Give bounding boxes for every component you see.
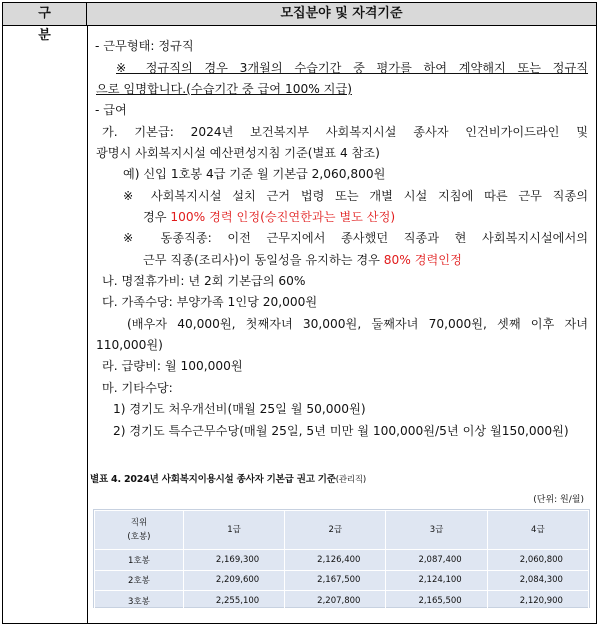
salary-table-header	[95, 511, 589, 550]
same-job-note-2	[143, 252, 462, 268]
appendix-title-suffix: (관리직)	[335, 475, 366, 485]
header-title: 모집분야 및 자격기준	[280, 6, 403, 21]
grade-header: 2급	[285, 511, 386, 550]
salary-cell: 2,126,400	[285, 550, 386, 571]
header-category: 구 분	[3, 3, 87, 25]
salary-cell: 2,167,500	[285, 570, 386, 591]
base-salary-1: 가. 기본급: 2024년 보건복지부 사회복지시설 종사자 인건비가이드라인 및	[102, 125, 588, 139]
family-allowance: 다. 가족수당: 부양가족 1인당 20,000원	[102, 295, 318, 309]
family-allowance-detail-2: 110,000원)	[96, 338, 163, 352]
base-salary-example: 예) 신입 1호봉 4급 기준 월 기본급 2,060,800원	[123, 167, 386, 181]
salary-cell: 2,255,100	[183, 591, 284, 612]
career-note-2-text: 경우	[143, 210, 171, 224]
appendix-title	[90, 471, 366, 485]
appendix-title-text: 별표 4. 2024년 사회복지이용시설 종사자 기본급 권고 기준	[90, 474, 336, 485]
salary-cell: 2,169,300	[183, 550, 284, 571]
column-divider	[87, 25, 88, 623]
base-salary-2: 광명시 사회복지시설 예산편성지침 기준(별표 4 참조)	[96, 146, 380, 160]
salary-cell: 2,087,400	[386, 550, 487, 571]
employment-type: - 근무형태: 정규직	[95, 39, 194, 53]
step-label: 1호봉	[95, 550, 184, 571]
same-job-note-2-text: 근무 직종(조리사)이 동일성을 유지하는 경우	[143, 253, 384, 267]
salary-cell: 2,207,800	[285, 591, 386, 612]
salary-cell: 2,209,600	[183, 570, 284, 591]
salary-heading: - 급여	[95, 103, 127, 117]
salary-cell: 2,084,300	[487, 570, 588, 591]
step-label: 3호봉	[95, 591, 184, 612]
meal-allowance: 라. 급량비: 월 100,000원	[102, 359, 243, 373]
corner-line-2: (호봉)	[127, 532, 151, 542]
table-header	[3, 3, 596, 43]
salary-table	[93, 509, 590, 608]
probation-note-1: ※ 정규직의 경우 3개월의 수습기간 중 평가를 하여 계약해지 또는 정규직	[116, 61, 588, 75]
same-job-note-2-highlight: 80% 경력인정	[383, 253, 462, 267]
grade-header: 4급	[487, 511, 588, 550]
grade-header: 1급	[183, 511, 284, 550]
family-allowance-detail-1: (배우자 40,000원, 첫째자녀 30,000원, 둘째자녀 70,000원, 셋째 이후 자녀	[127, 317, 588, 331]
corner-line-1: 직위	[130, 518, 148, 528]
same-job-note-1: ※ 동종직종: 이전 근무지에서 종사했던 직종과 현 사회복지시설에서의	[123, 231, 588, 245]
holiday-bonus: 나. 명절휴가비: 년 2회 기본급의 60%	[102, 274, 306, 288]
other-allowance: 마. 기타수당:	[102, 381, 173, 395]
unit-label: (단위: 원/월)	[533, 495, 584, 505]
probation-note-2: 으로 임명합니다.(수습기간 중 급여 100% 지급)	[96, 82, 352, 96]
table-row	[95, 591, 589, 612]
salary-cell: 2,165,500	[386, 591, 487, 612]
salary-cell: 2,124,100	[386, 570, 487, 591]
step-label: 2호봉	[95, 570, 184, 591]
career-note-2-highlight: 100% 경력 인정(승진연한과는 별도 산정)	[170, 210, 396, 224]
table-row	[95, 570, 589, 591]
allowance-item-2: 2) 경기도 특수근무수당(매월 25일, 5년 미만 월 100,000원/5년 이상 월150,000원)	[113, 424, 569, 438]
salary-cell: 2,120,900	[487, 591, 588, 612]
career-note-2	[143, 209, 395, 225]
allowance-item-1: 1) 경기도 처우개선비(매월 25일 월 50,000원)	[113, 402, 366, 416]
career-note-1: ※ 사회복지시설 설치 근거 법령 또는 개별 시설 지침에 따른 근무 직종의	[123, 189, 588, 203]
corner-cell	[95, 511, 184, 550]
salary-cell: 2,060,800	[487, 550, 588, 571]
table-row	[95, 550, 589, 571]
grade-header: 3급	[386, 511, 487, 550]
